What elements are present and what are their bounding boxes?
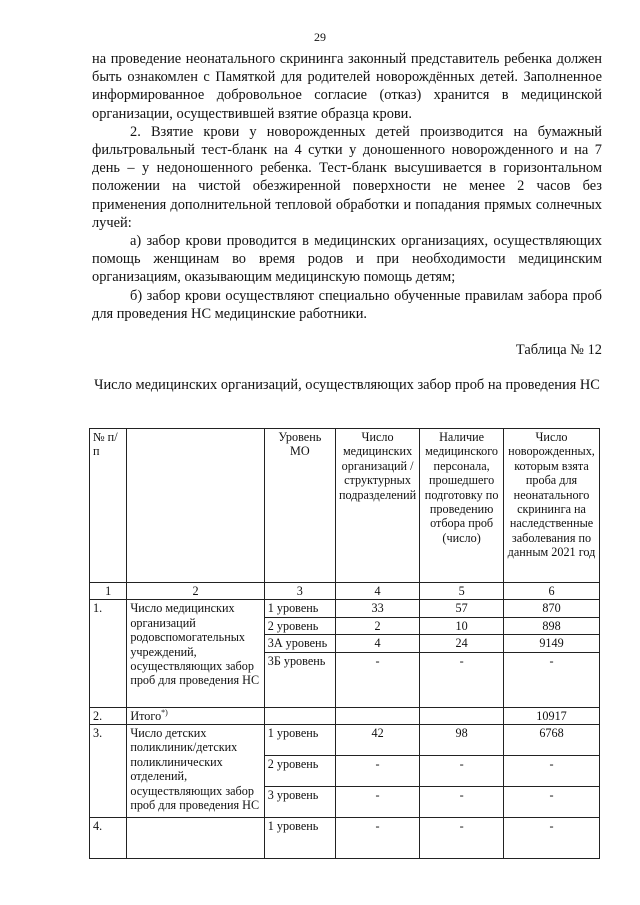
table-row [90, 818, 600, 859]
table-label: Таблица № 12 [515, 342, 602, 358]
staff-cell: - [420, 756, 504, 787]
orgs-cell: 33 [335, 600, 419, 617]
row-name [127, 707, 264, 724]
level-cell: 3 уровень [264, 787, 335, 818]
column-number: 3 [264, 583, 335, 600]
column-number: 6 [504, 583, 600, 600]
newborns-cell: - [504, 787, 600, 818]
orgs-cell: 42 [335, 725, 419, 756]
row-number: 2. [90, 707, 127, 724]
orgs-cell [335, 707, 419, 724]
orgs-cell: - [335, 652, 419, 707]
level-cell: 1 уровень [264, 818, 335, 859]
level-cell: 1 уровень [264, 600, 335, 617]
header-cell: № п/п [90, 429, 127, 583]
paragraph: 2. Взятие крови у новорожденных детей производится на бумажный фильтровальный тест-бланк на 4 сутки у доношенного новорожденного и на 7 день – у недоношенного ребенка. Тест-бланк высушивается в горизонтальном положении на чистой обезжиренной поверхности не менее 2 часов без применения дополнительной тепловой обработки и попадания прямых солнечных лучей: [92, 123, 602, 231]
paragraph: а) забор крови проводится в медицинских организациях, осуществляющих помощь женщинам во время родов и при необходимости медицинским организациям, оказывающим медицинскую помощь детям; [92, 233, 602, 286]
row-number: 4. [90, 818, 127, 859]
row-number: 3. [90, 725, 127, 818]
header-row [90, 429, 600, 583]
orgs-cell: 2 [335, 617, 419, 634]
staff-cell [420, 707, 504, 724]
column-number: 5 [420, 583, 504, 600]
newborns-cell: 898 [504, 617, 600, 634]
newborns-cell: 10917 [504, 707, 600, 724]
staff-cell: - [420, 818, 504, 859]
paragraph: на проведение неонатального скрининга законный представитель ребенка должен быть ознакомлен с Памяткой для родителей новорождённых детей. Заполненное информированное добровольное согласие (отказ) хранится в медицинской организации, осуществившей взятие образца крови. [92, 51, 602, 122]
level-cell: 3Б уровень [264, 652, 335, 707]
header-cell: Уровень МО [264, 429, 335, 583]
header-cell [127, 429, 264, 583]
row-number: 1. [90, 600, 127, 707]
data-table [89, 428, 600, 859]
paragraph: б) забор крови осуществляют специально обученные правилам забора проб для проведения НС медицинские работники. [92, 287, 602, 322]
header-cell: Число новорожденных, которым взята проба для неонатального скрининга на наследственные заболевания по данным 2021 год [504, 429, 600, 583]
page-number: 29 [314, 30, 326, 44]
orgs-cell: - [335, 787, 419, 818]
table-row [90, 725, 600, 756]
column-number: 2 [127, 583, 264, 600]
row-name: Число медицинских организаций родовспомогательных учреждений, осуществляющих забор проб для проведения НС [127, 600, 264, 707]
newborns-cell: 870 [504, 600, 600, 617]
column-number-row [90, 583, 600, 600]
orgs-cell: 4 [335, 635, 419, 652]
level-cell [264, 707, 335, 724]
staff-cell: 57 [420, 600, 504, 617]
level-cell: 1 уровень [264, 725, 335, 756]
staff-cell: 24 [420, 635, 504, 652]
staff-cell: 10 [420, 617, 504, 634]
level-cell: 2 уровень [264, 756, 335, 787]
table-title: Число медицинских организаций, осуществляющих забор проб на проведения НС [94, 377, 600, 393]
header-cell: Число медицинских организаций /структурных подразделений [335, 429, 419, 583]
newborns-cell: - [504, 818, 600, 859]
newborns-cell: - [504, 756, 600, 787]
staff-cell: - [420, 652, 504, 707]
header-cell: Наличие медицинского персонала, прошедшего подготовку по проведению отбора проб (число) [420, 429, 504, 583]
level-cell: 2 уровень [264, 617, 335, 634]
table-row [90, 707, 600, 724]
row-name: Число детских поликлиник/детских поликлинических отделений, осуществляющих забор проб для проведения НС [127, 725, 264, 818]
column-number: 4 [335, 583, 419, 600]
newborns-cell: - [504, 652, 600, 707]
total-label: Итого [130, 708, 162, 723]
row-name [127, 818, 264, 859]
level-cell: 3А уровень [264, 635, 335, 652]
column-number: 1 [90, 583, 127, 600]
orgs-cell: - [335, 818, 419, 859]
staff-cell: 98 [420, 725, 504, 756]
table-row [90, 600, 600, 617]
staff-cell: - [420, 787, 504, 818]
orgs-cell: - [335, 756, 419, 787]
newborns-cell: 9149 [504, 635, 600, 652]
newborns-cell: 6768 [504, 725, 600, 756]
footnote-mark: *) [161, 707, 168, 717]
body-text [92, 50, 602, 323]
